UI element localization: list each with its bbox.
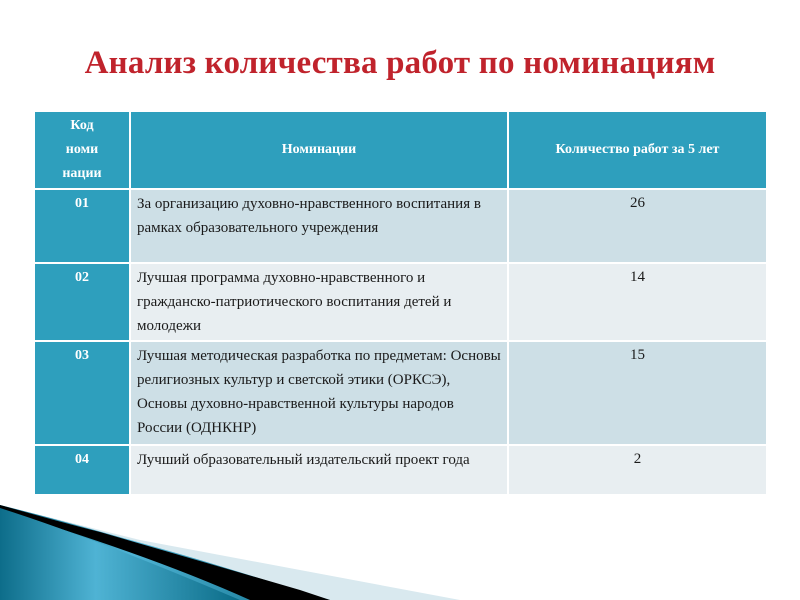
header-code-line: Код <box>70 118 94 133</box>
header-code <box>35 112 131 190</box>
header-count: Количество работ за 5 лет <box>509 112 766 190</box>
nominations-table <box>35 112 766 494</box>
row-code: 02 <box>35 264 131 342</box>
row-nomination: Лучшая методическая разработка по предметам: Основы религиозных культур и светской этики (ОРКСЭ), Основы духовно-нравственной культуры народов России (ОДНКНР) <box>131 342 509 446</box>
table-row <box>35 446 766 494</box>
header-code-line: номи <box>65 142 99 157</box>
row-code: 01 <box>35 190 131 264</box>
header-nomination: Номинации <box>131 112 509 190</box>
table-row <box>35 342 766 446</box>
row-nomination: Лучшая программа духовно-нравственного и гражданско-патриотического воспитания детей и молодежи <box>131 264 509 342</box>
row-count: 15 <box>509 342 766 446</box>
header-code-line: нации <box>62 166 102 181</box>
table-header-row <box>35 112 766 190</box>
row-nomination: За организацию духовно-нравственного воспитания в рамках образовательного учреждения <box>131 190 509 264</box>
decorative-swoosh <box>0 490 800 600</box>
row-count: 26 <box>509 190 766 264</box>
row-code: 03 <box>35 342 131 446</box>
table-row <box>35 264 766 342</box>
slide-title: Анализ количества работ по номинациям <box>84 45 716 81</box>
row-count: 2 <box>509 446 766 494</box>
row-nomination: Лучший образовательный издательский проект года <box>131 446 509 494</box>
row-code: 04 <box>35 446 131 494</box>
table-row <box>35 190 766 264</box>
row-count: 14 <box>509 264 766 342</box>
